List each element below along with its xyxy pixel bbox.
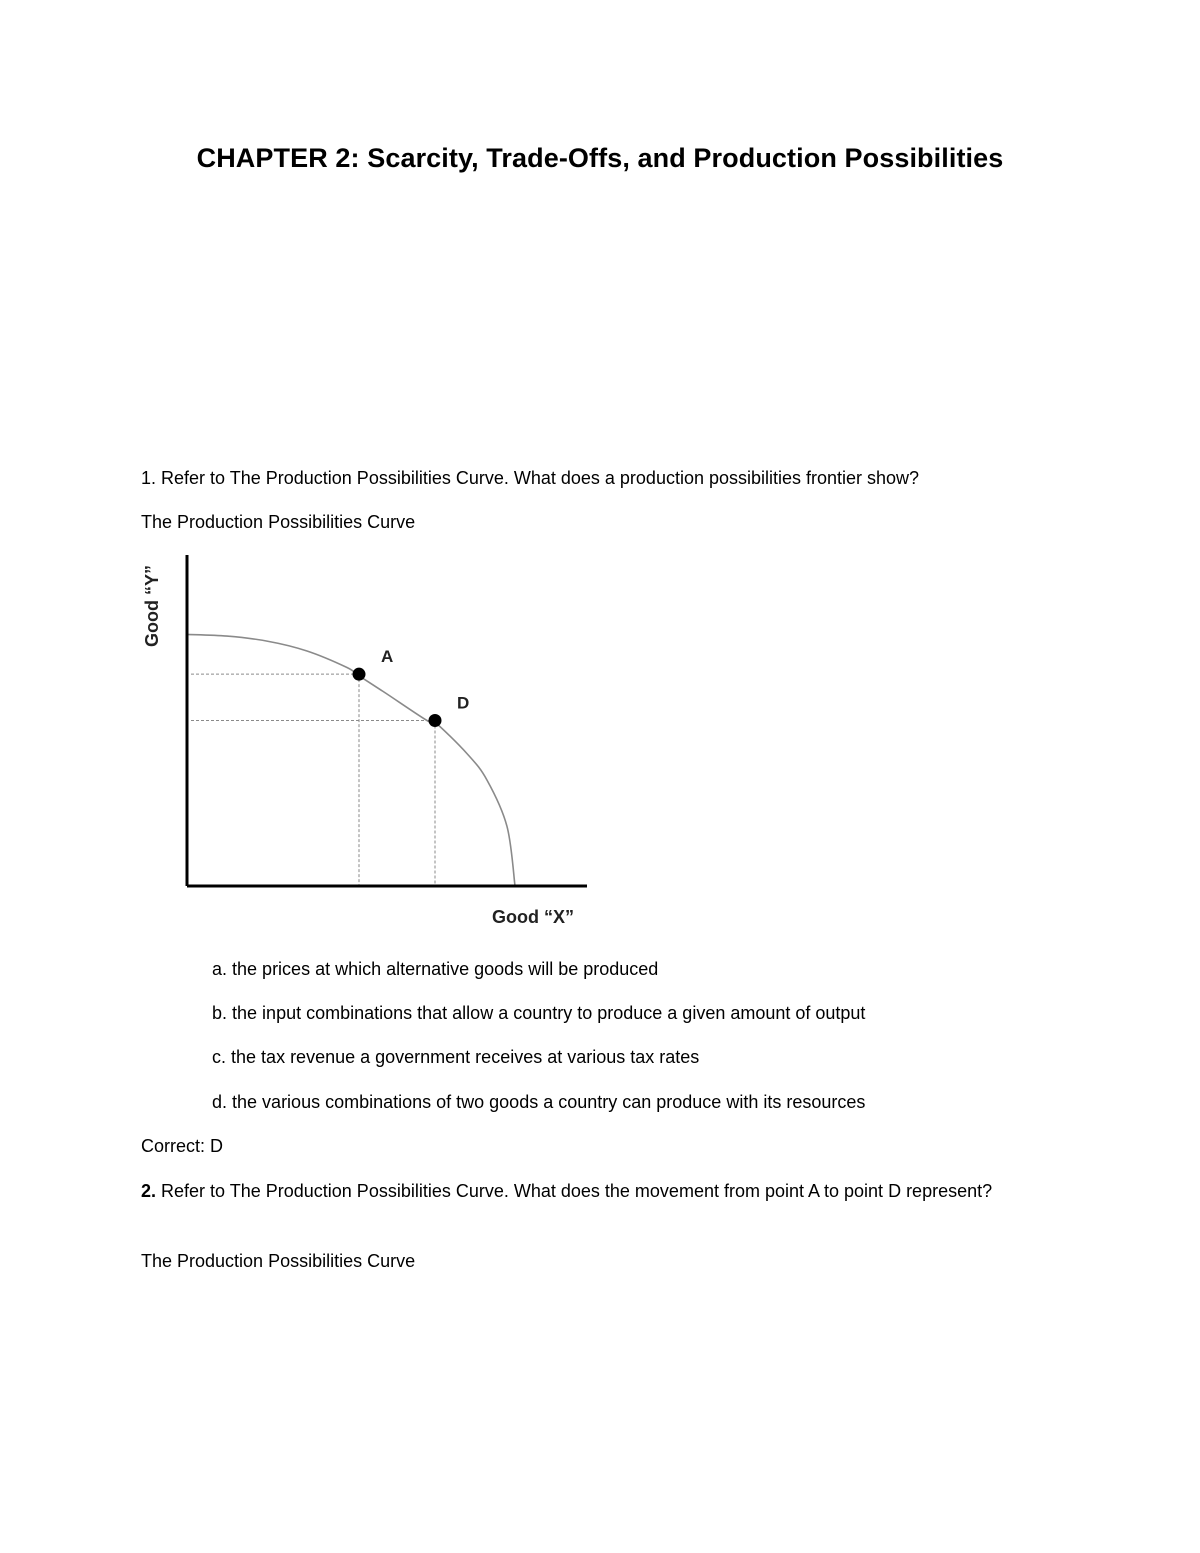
question-2-number: 2.	[141, 1181, 157, 1201]
ppf-curve	[187, 634, 515, 886]
answer-1: Correct: D	[141, 1136, 224, 1156]
option-b-text: the input combinations that allow a country to produce a given amount of output	[232, 1003, 866, 1023]
option-d-letter: d.	[212, 1092, 228, 1112]
point-d	[429, 714, 442, 727]
chapter-title: CHAPTER 2: Scarcity, Trade-Offs, and Production Possibilities	[196, 143, 1004, 173]
option-c-letter: c.	[212, 1047, 227, 1067]
figure-caption-1: The Production Possibilities Curve	[141, 512, 416, 532]
figure-caption-2: The Production Possibilities Curve	[141, 1251, 416, 1271]
option-a	[212, 957, 658, 981]
question-2-text: Refer to The Production Possibilities Curve. What does the movement from point A to point D represent?	[161, 1181, 993, 1201]
option-a-letter: a.	[212, 959, 228, 979]
option-c-text: the tax revenue a government receives at various tax rates	[231, 1047, 700, 1067]
question-1-text: Refer to The Production Possibilities Curve. What does a production possibilities frontier show?	[161, 468, 920, 488]
ppf-svg	[130, 550, 610, 940]
points-layer	[353, 647, 470, 727]
option-d	[212, 1090, 865, 1114]
option-b	[212, 1001, 865, 1025]
x-axis-label: Good “X”	[492, 907, 574, 927]
option-a-text: the prices at which alternative goods will be produced	[232, 959, 659, 979]
point-a	[353, 668, 366, 681]
point-label-a: A	[381, 647, 394, 667]
question-1-number: 1.	[141, 468, 157, 488]
guide-lines	[191, 674, 435, 886]
option-b-letter: b.	[212, 1003, 228, 1023]
question-1	[141, 466, 919, 490]
option-d-text: the various combinations of two goods a country can produce with its resources	[232, 1092, 866, 1112]
option-c	[212, 1045, 699, 1069]
point-label-d: D	[457, 693, 470, 713]
y-axis-label: Good “Y”	[142, 565, 162, 647]
production-possibilities-chart	[130, 550, 610, 940]
question-2	[141, 1178, 1011, 1205]
